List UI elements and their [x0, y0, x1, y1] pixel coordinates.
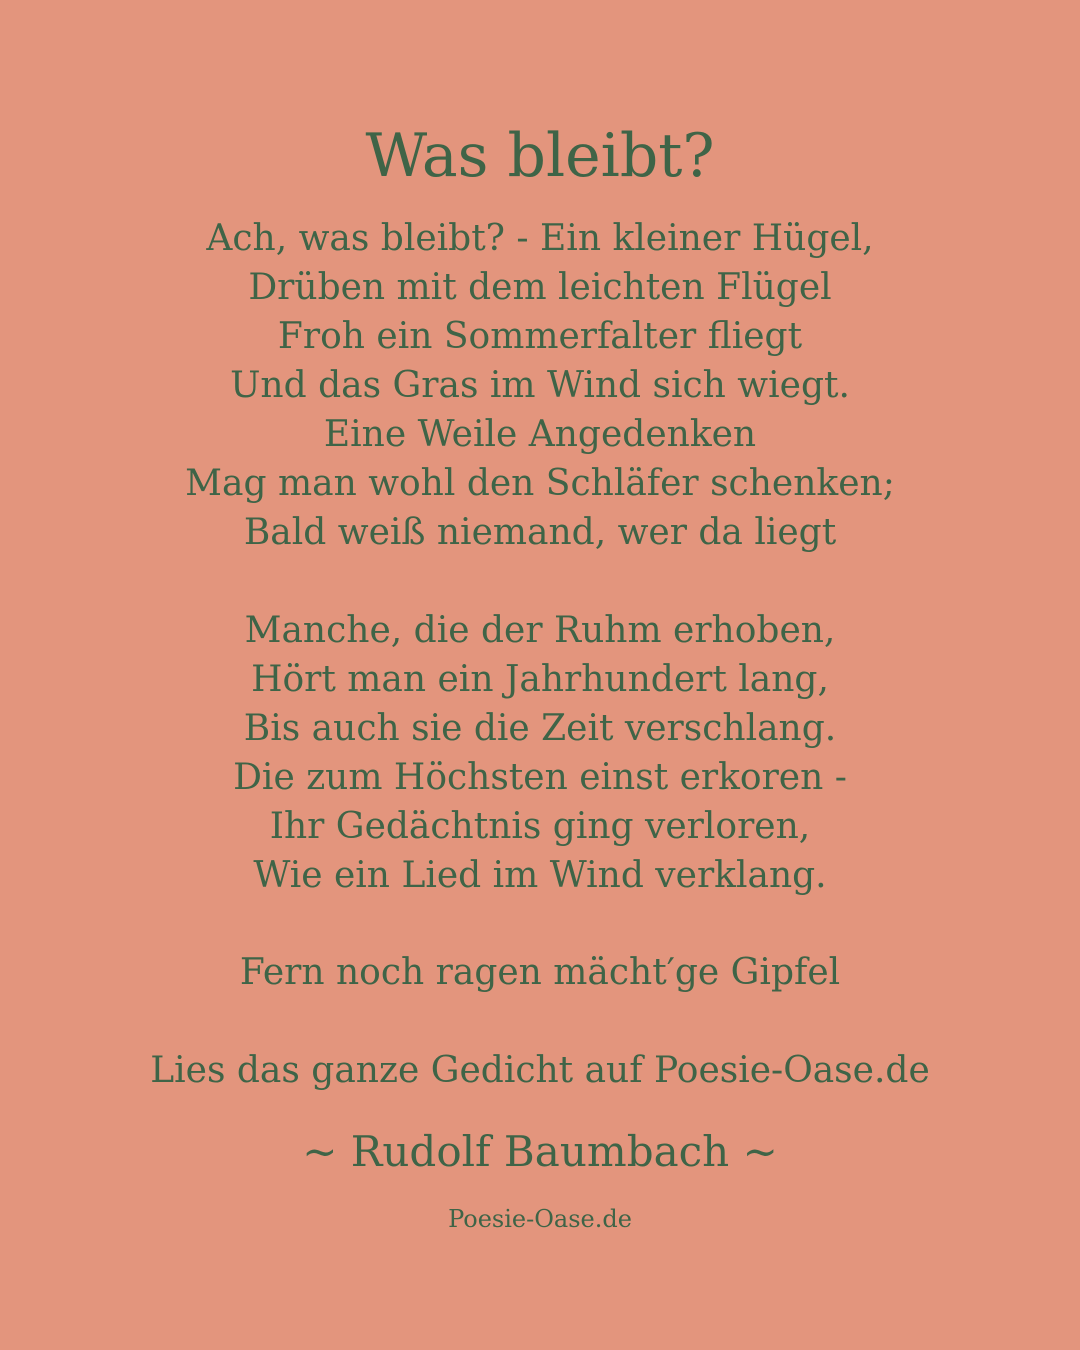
stanza-2 — [0, 606, 1080, 900]
poem-line: Mag man wohl den Schläfer schenken; — [185, 463, 895, 504]
poem-title: Was bleibt? — [365, 121, 715, 191]
poem-line: Froh ein Sommerfalter fliegt — [277, 316, 803, 357]
poem-author: ~ Rudolf Baumbach ~ — [302, 1127, 778, 1176]
poem-line: Hört man ein Jahrhundert lang, — [251, 659, 829, 700]
site-footer: Poesie-Oase.de — [448, 1205, 632, 1233]
stanza-1 — [0, 214, 1080, 557]
poem-line: Manche, die der Ruhm erhoben, — [244, 610, 836, 651]
read-more-text: Lies das ganze Gedicht auf Poesie-Oase.de — [150, 1050, 930, 1091]
poem-line: Die zum Höchsten einst erkoren - — [233, 757, 847, 798]
poem-line: Ach, was bleibt? - Ein kleiner Hügel, — [206, 218, 874, 259]
poem-line: Bald weiß niemand, wer da liegt — [243, 512, 837, 553]
poem-line: Bis auch sie die Zeit verschlang. — [243, 708, 837, 749]
poem-line: Wie ein Lied im Wind verklang. — [253, 855, 827, 896]
poem-line: Eine Weile Angedenken — [323, 414, 757, 455]
stanza-3 — [0, 948, 1080, 997]
poem-line: Fern noch ragen mächt′ge Gipfel — [239, 952, 841, 993]
poem-line: Drüben mit dem leichten Flügel — [248, 267, 832, 308]
poem-line: Und das Gras im Wind sich wiegt. — [230, 365, 850, 406]
poem-line: Ihr Gedächtnis ging verloren, — [269, 806, 811, 847]
